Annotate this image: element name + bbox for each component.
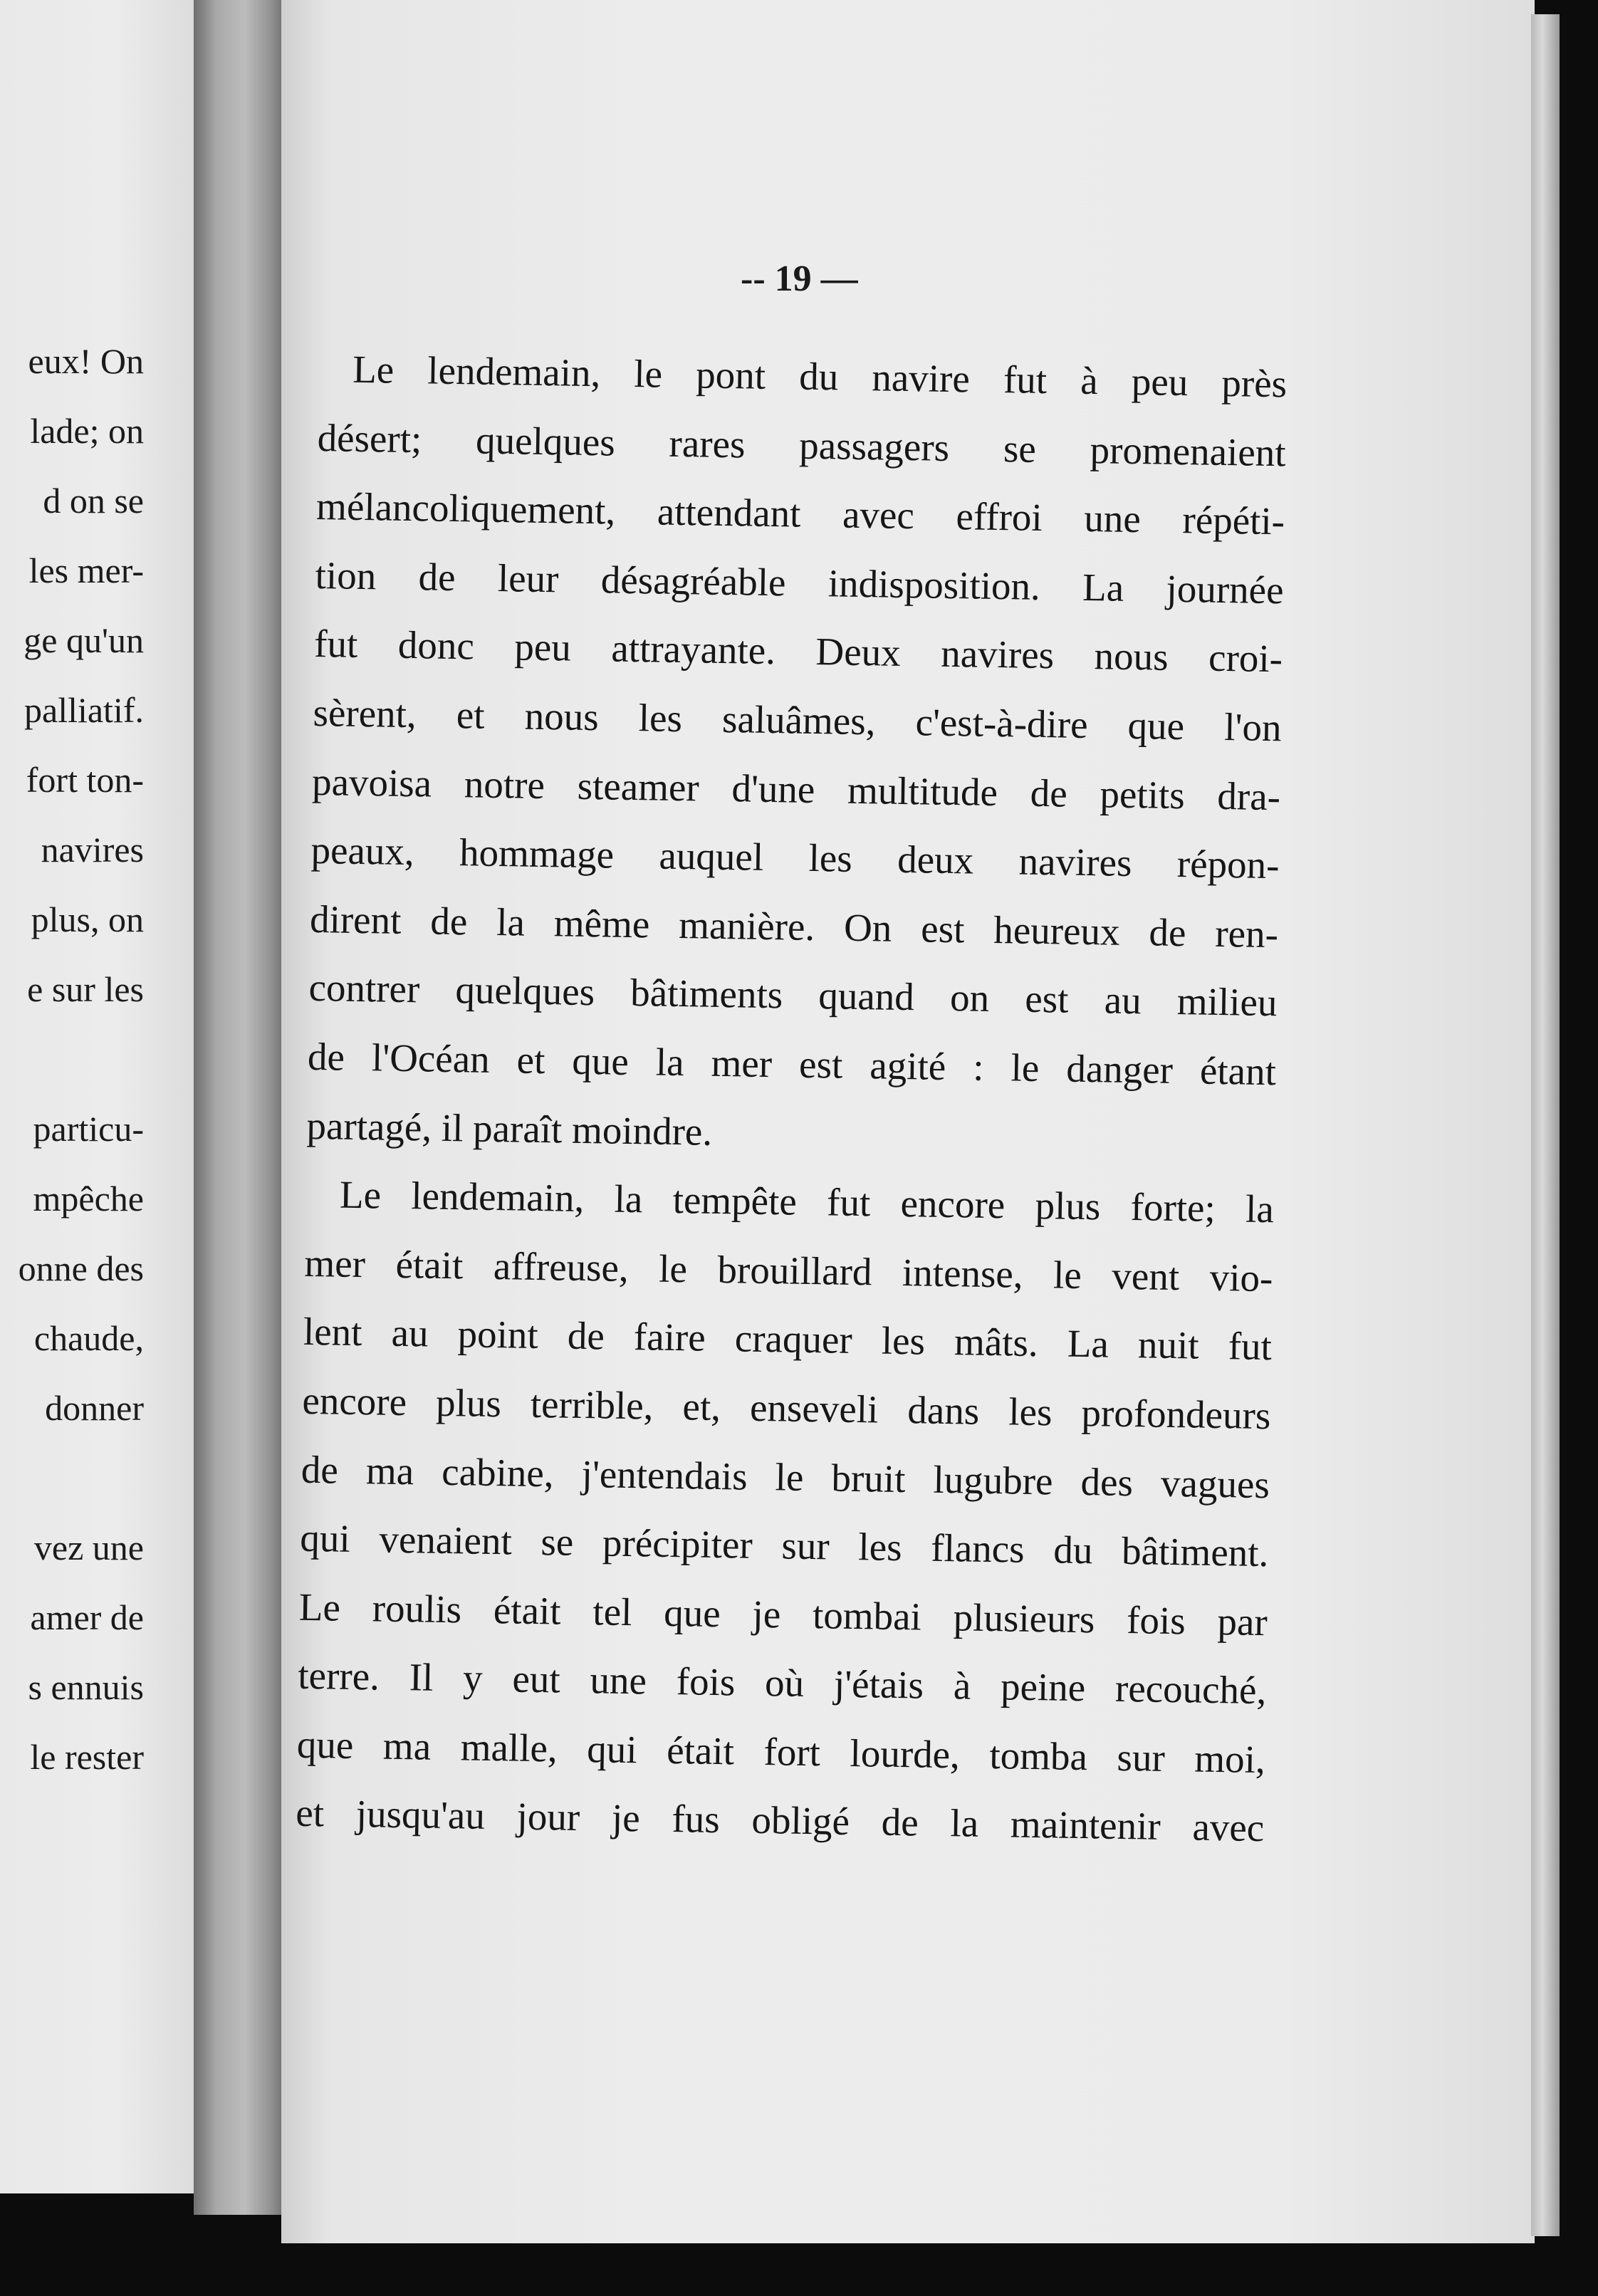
text-line: tion de leur désagréable indisposition. La journée bbox=[315, 553, 1285, 612]
left-line: lade; on bbox=[30, 411, 144, 451]
left-line: navires bbox=[41, 830, 144, 870]
left-line: eux! On bbox=[28, 341, 144, 381]
page-number: -- 19 — bbox=[741, 259, 858, 299]
left-line: palliatif. bbox=[24, 690, 144, 730]
text-line: lent au point de faire craquer les mâts. La nuit fut bbox=[303, 1310, 1273, 1369]
text-line: de ma cabine, j'entendais le bruit lugubre des vagues bbox=[301, 1447, 1270, 1506]
left-line: donner bbox=[45, 1388, 144, 1428]
left-line: vez une bbox=[33, 1528, 144, 1567]
left-line bbox=[19, 1443, 144, 1513]
book-gutter bbox=[194, 0, 286, 2215]
left-line: mpêche bbox=[33, 1179, 144, 1219]
text-line: partagé, il paraît moindre. bbox=[306, 1103, 713, 1154]
text-line: encore plus terrible, et, enseveli dans les profondeurs bbox=[302, 1378, 1271, 1438]
left-line: s ennuis bbox=[28, 1667, 144, 1707]
left-page-text bbox=[19, 326, 144, 1792]
text-line: sèrent, et nous les saluâmes, c'est-à-dire que l'on bbox=[313, 690, 1282, 750]
text-line: fut donc peu attrayante. Deux navires nous croi- bbox=[313, 622, 1283, 681]
left-line: chaude, bbox=[33, 1318, 144, 1358]
text-line: Le lendemain, la tempête fut encore plus forte; la bbox=[339, 1172, 1275, 1231]
text-line: qui venaient se précipiter sur les flancs du bâtiment. bbox=[299, 1515, 1269, 1575]
text-line: désert; quelques rares passagers se promenaient bbox=[317, 415, 1287, 474]
left-line: amer de bbox=[30, 1597, 144, 1637]
text-line: peaux, hommage auquel les deux navires répon- bbox=[310, 828, 1280, 887]
left-line: les mer- bbox=[28, 550, 144, 590]
left-line: d on se bbox=[43, 481, 144, 521]
text-line: terre. Il y eut une fois où j'étais à peine recouché, bbox=[297, 1654, 1267, 1713]
left-line: ge qu'un bbox=[24, 620, 144, 660]
text-line: mélancoliquement, attendant avec effroi une répéti- bbox=[315, 484, 1285, 543]
page-edge bbox=[1531, 14, 1560, 2236]
text-line: Le roulis était tel que je tombai plusieurs fois par bbox=[298, 1585, 1268, 1644]
left-line: onne des bbox=[18, 1248, 144, 1288]
body-text bbox=[296, 335, 1288, 1863]
left-line: plus, on bbox=[31, 899, 144, 939]
text-line: pavoisa notre steamer d'une multitude de petits dra- bbox=[311, 759, 1281, 818]
text-line: mer était affreuse, le brouillard intense, le vent vio- bbox=[304, 1241, 1273, 1300]
text-line: dirent de la même manière. On est heureux de ren- bbox=[309, 897, 1279, 956]
left-line: le rester bbox=[30, 1737, 144, 1777]
left-line: particu- bbox=[33, 1109, 144, 1149]
left-line bbox=[19, 1024, 144, 1094]
text-line: de l'Océan et que la mer est agité : le danger étant bbox=[307, 1034, 1277, 1094]
text-line: contrer quelques bâtiments quand on est au milieu bbox=[308, 966, 1278, 1025]
left-line: e sur les bbox=[27, 969, 144, 1009]
text-line: et jusqu'au jour je fus obligé de la maintenir avec bbox=[295, 1791, 1265, 1850]
left-page bbox=[0, 0, 194, 2193]
left-line: fort ton- bbox=[26, 760, 144, 800]
text-line: Le lendemain, le pont du navire fut à peu près bbox=[352, 347, 1288, 406]
text-line: que ma malle, qui était fort lourde, tomba sur moi, bbox=[296, 1722, 1266, 1781]
